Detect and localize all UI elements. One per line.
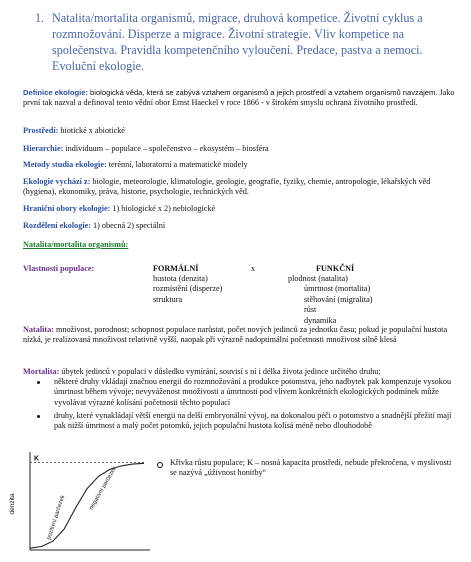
annotation-positive: pozitivní parčezek — [46, 494, 67, 541]
hierarchy-line — [23, 144, 463, 154]
functional-item: plodnost (natalita) — [288, 274, 348, 283]
natality-label: Natalita: — [23, 325, 54, 334]
versus-x: x — [251, 264, 256, 273]
natality-paragraph — [23, 325, 463, 346]
border-fields-line — [23, 204, 463, 214]
sources-label: Ekologie vychází z: — [23, 177, 91, 186]
functional-heading: FUNKČNÍ — [316, 264, 355, 273]
natality-text: množivost, porodnost; schopnost populace narůstat, počet nových jedinců za jednotku času; pokud je populační hustota nízká, je realizovaná množivost relativně vyšší, naopak při výrazně nadoptimální početnosti množivost silně klesá — [23, 325, 448, 345]
annotation-negative: negativní parčezek — [88, 465, 119, 511]
environment-line — [23, 126, 463, 136]
chart-note: Křivka růstu populace; K – nosná kapacita prostředí, nebude překročena, v myslivosti se nazývá „úživnost honitby“ — [170, 458, 452, 478]
sources-paragraph — [23, 177, 463, 198]
definition-text-b: Jako první tak nazval a definoval tento vědní obor Ernst Haeckel v roce 1866 - v širokém smyslu ochrana životního prostředí. — [23, 88, 455, 108]
definition-text-a: biologická věda, která se zabývá vztahem organismů a jejich prostředí a vztahem organismů navzájem. — [90, 88, 438, 97]
mortality-label: Mortalita: — [23, 367, 60, 376]
mortality-bullet-2: druhy, které vynakládají větší energii na delší embryonální vývoj, na dokonalou péči o potomstvo a snadnější přežití mají pak nižší úmrtnost a malý počet potomků, jejich populační hustota kolísá méně nebo dlouhodobě — [54, 411, 452, 431]
formal-item: struktura — [153, 294, 183, 304]
definition-label: Definice ekologie: — [23, 88, 88, 97]
growth-curve-chart — [4, 446, 154, 556]
hierarchy-text: individuum – populace – společenstvo – ekosystém – biosféra — [65, 144, 269, 153]
properties-label: Vlastnosti populace: — [23, 264, 95, 273]
environment-text: biotické x abiotické — [60, 126, 125, 135]
hierarchy-label: Hierarchie: — [23, 144, 64, 153]
mortality-bullet-1: některé druhy vkládají značnou energii do rozmnožování a produkce potomstva, jeho nadbytek pak kompenzuje vysokou úmrtnost během vývoje; nevyváženost množivosti a úmrtnosti pod vlivem konkrétních ekologických podmínek může vyvolávat výrazné kolísání početnosti těchto populací — [54, 377, 452, 407]
border-fields-label: Hraniční obory ekologie: — [23, 204, 111, 213]
mortality-text: úbytek jedinců v populaci v důsledku vymírání, souvisí s ní i délka života jedince určitého druhu; — [61, 367, 381, 376]
definition-paragraph — [23, 88, 463, 109]
functional-item: růst — [304, 305, 317, 315]
formal-item: rozmístění (disperze) — [153, 284, 223, 294]
methods-line — [23, 160, 463, 170]
division-text: 1) obecná 2) speciální — [93, 221, 166, 230]
circle-bullet-icon — [157, 462, 163, 468]
methods-label: Metody studia ekologie: — [23, 160, 107, 169]
functional-item: úmrtnost (mortalita) — [304, 284, 371, 294]
sources-text: biologie, meteorologie, klimatologie, geologie, geografie, fyziky, chemie, antropologie, lékařských věd (hygiena), ekonomiky, práva, historie, psychologie, technických věd. — [23, 177, 431, 197]
bullet-dot — [37, 415, 40, 418]
division-line — [23, 221, 463, 231]
k-label: K — [34, 455, 40, 463]
mortality-paragraph — [23, 367, 463, 377]
section-heading: Natalita/mortalita organismů: — [23, 240, 129, 249]
y-axis-label: denzita — [9, 493, 16, 515]
formal-list — [153, 274, 222, 305]
functional-item: stěhování (migralita) — [304, 294, 373, 304]
environment-label: Prostředí: — [23, 126, 59, 135]
border-fields-text: 1) biologické x 2) nebiologické — [112, 204, 216, 213]
division-label: Rozdělení ekologie: — [23, 221, 91, 230]
title-text: Natalita/mortalita organismů, migrace, druhová kompetice. Životní cyklus a rozmnožování. Disperze a migrace. Životní strategie. Vliv kompetice na společenstva. Pravidla kompetenčního vyloučení. Predace, pastva a nemoci. Evoluční ekologie. — [52, 11, 423, 73]
functional-item: dynamika — [304, 315, 337, 325]
formal-item: hustota (denzita) — [153, 274, 208, 283]
formal-heading: FORMÁLNÍ — [153, 264, 199, 273]
methods-text: terénní, laboratorní a matematické modely — [108, 160, 248, 169]
functional-list — [288, 274, 372, 326]
bullet-dot — [37, 381, 40, 384]
title-number: 1. — [35, 11, 45, 25]
